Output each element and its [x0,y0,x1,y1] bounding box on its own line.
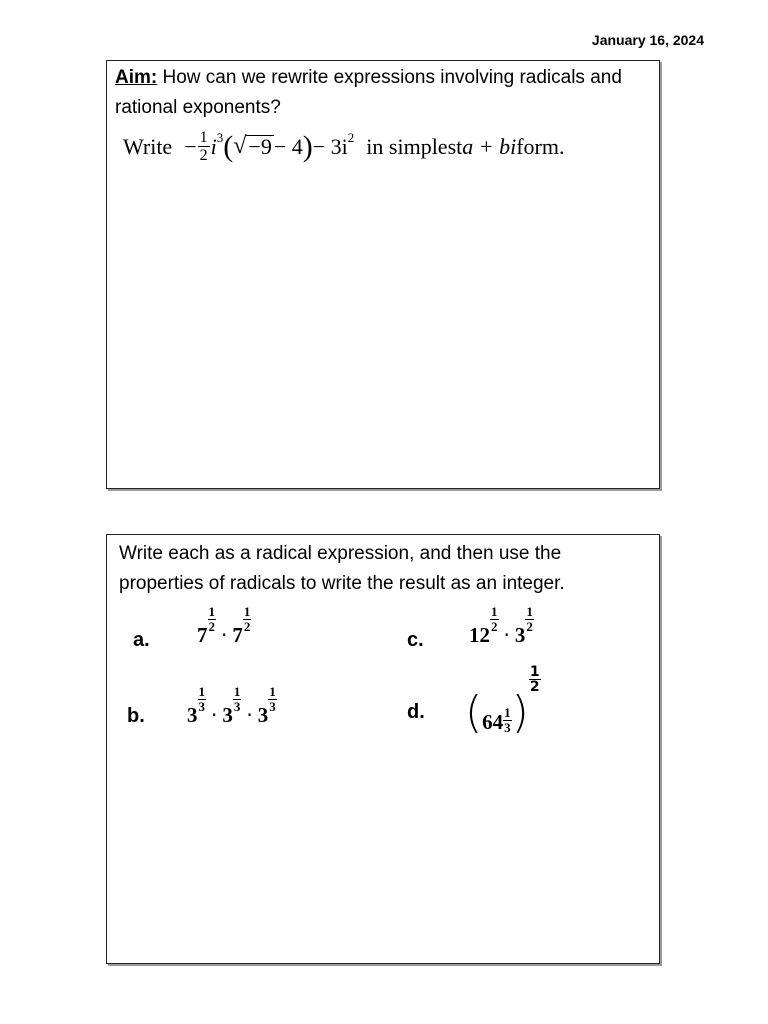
exponent-2: 2 [347,129,355,145]
aim-question: How can we rewrite expressions involving radicals and rational exponents? [115,67,622,118]
problem-d-inner: 64 1 3 [482,705,511,735]
radical-sign: √ [233,133,247,159]
write-word: Write [123,133,173,159]
problem-b: 3 1 3 · 3 1 3 · 3 1 3 [187,684,276,727]
problem-b-letter: b. [127,705,145,727]
square-root [233,133,274,160]
fraction-numerator: 1 [199,129,208,146]
problem-d-letter: d. [407,701,425,723]
tail-text-pre: in simplest [366,133,463,159]
problem-b-term-2: 3 1 3 [222,684,241,727]
open-paren-d: ( [465,687,483,738]
close-paren-d: ) [511,687,529,738]
problem-b-term-3: 3 1 3 [257,684,276,727]
problem-c-letter: c. [407,629,424,651]
close-paren: ) [302,129,313,163]
aim-label: Aim: [115,67,158,88]
problem-c-term-1: 12 1 2 [469,604,498,647]
problem-c: 12 1 2 · 3 1 2 [469,604,533,647]
open-paren: ( [223,129,234,163]
rational-exponents-slide [106,534,660,964]
problem-d [465,664,541,738]
leading-minus: − [184,133,197,159]
minus-four: − 4 [273,133,303,159]
problem-a-term-1: 7 1 2 [197,604,215,647]
date-header: January 16, 2024 [591,32,704,48]
minus-three-i: − 3i [312,133,348,159]
imaginary-unit: i [210,133,217,159]
complex-expression-problem [123,129,564,164]
exponent-3: 3 [216,129,224,145]
a-plus-bi: a + bi [462,133,517,159]
problem-b-term-1: 3 1 3 [187,684,205,727]
aim-statement [115,63,645,123]
problem-a: 7 1 2 · 7 1 2 [197,604,251,647]
problem-a-term-2: 7 1 2 [232,604,251,647]
tail-text-post: form. [516,133,565,159]
fraction-denominator: 2 [199,147,208,164]
radicand: −9 [248,134,272,159]
half-fraction [198,129,210,164]
aim-slide [106,60,660,489]
outer-exponent: 1 2 [529,664,540,695]
instructions-text: Write each as a radical expression, and then use the properties of radicals to write the result as an integer. [119,543,565,594]
problem-a-letter: a. [133,629,150,651]
problem-c-term-2: 3 1 2 [514,604,533,647]
